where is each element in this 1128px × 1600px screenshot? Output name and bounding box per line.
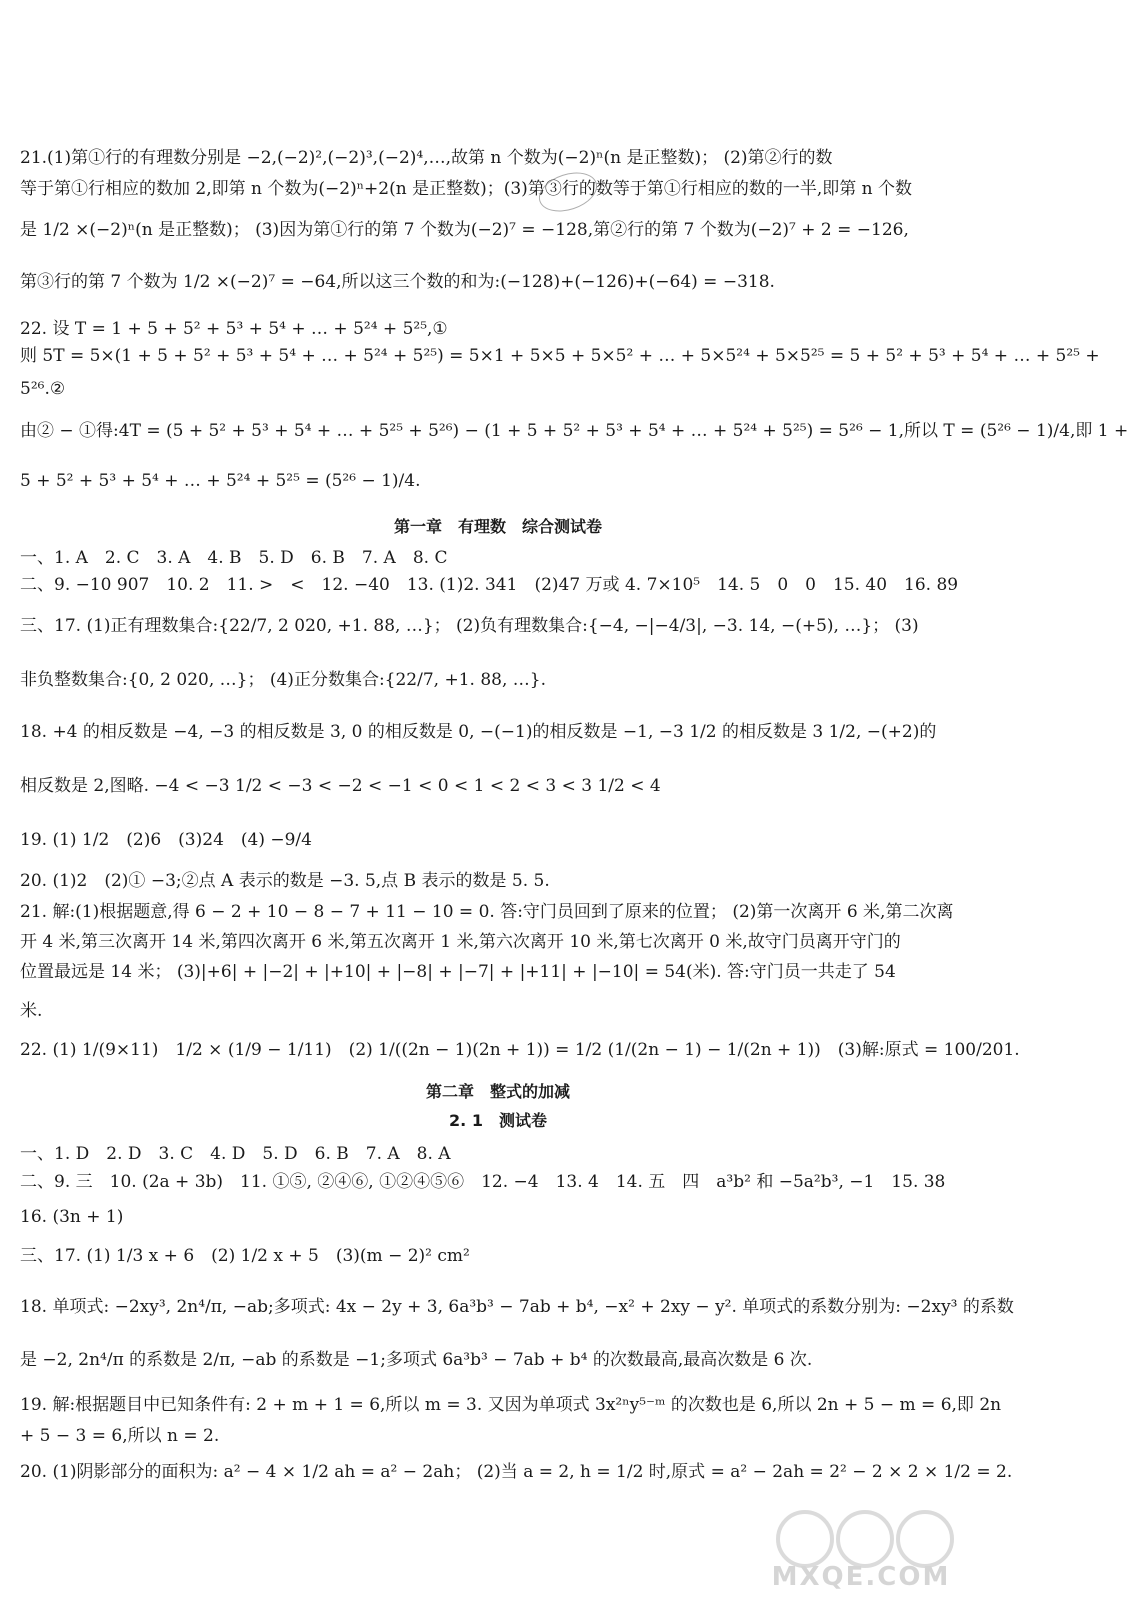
text-line: 位置最远是 14 米； (3)|+6| + |−2| + |+10| + |−8| + |−7| + |+11| + |−10| = 54(米). 答:守门员一共走了 54 bbox=[20, 962, 896, 982]
text-line: 16. (3n + 1) bbox=[20, 1207, 124, 1227]
text-line: 由② − ①得:4T = (5 + 5² + 5³ + 5⁴ + … + 5²⁵ + 5²⁶) − (1 + 5 + 5² + 5³ + 5⁴ + … + 5²⁴ + 5²⁵) = 5²⁶ − 1,所以 T = (5²⁶ − 1)/4,即 1 + bbox=[20, 421, 1128, 441]
text-line: 二、9. −10 907 10. 2 11. > < 12. −40 13. (1)2. 341 (2)47 万或 4. 7×10⁵ 14. 5 0 0 15. 40 16. 89 bbox=[20, 575, 959, 595]
text-line: 等于第①行相应的数加 2,即第 n 个数为(−2)ⁿ+2(n 是正整数)；(3)第③行的数等于第①行相应的数的一半,即第 n 个数 bbox=[20, 179, 912, 199]
watermark-ring-icon bbox=[896, 1510, 954, 1568]
text-line: + 5 − 3 = 6,所以 n = 2. bbox=[20, 1426, 220, 1446]
section-heading: 2. 1 测试卷 bbox=[449, 1111, 547, 1130]
text-line: 二、9. 三 10. (2a + 3b) 11. ①⑤, ②④⑥, ①②④⑤⑥ 12. −4 13. 4 14. 五 四 a³b² 和 −5a²b³, −1 15. 38 bbox=[20, 1172, 946, 1192]
text-line: 一、1. D 2. D 3. C 4. D 5. D 6. B 7. A 8. A bbox=[20, 1144, 451, 1164]
text-line: 则 5T = 5×(1 + 5 + 5² + 5³ + 5⁴ + … + 5²⁴ + 5²⁵) = 5×1 + 5×5 + 5×5² + … + 5×5²⁴ + 5×5²⁵ = 5 + 5² + 5³ + 5⁴ + … + 5²⁵ + bbox=[20, 346, 1100, 366]
text-line: 三、17. (1) 1/3 x + 6 (2) 1/2 x + 5 (3)(m − 2)² cm² bbox=[20, 1246, 470, 1266]
text-line: 19. (1) 1/2 (2)6 (3)24 (4) −9/4 bbox=[20, 830, 312, 850]
text-line: 21.(1)第①行的有理数分别是 −2,(−2)²,(−2)³,(−2)⁴,…,故第 n 个数为(−2)ⁿ(n 是正整数)； (2)第②行的数 bbox=[20, 148, 833, 168]
text-line: 5 + 5² + 5³ + 5⁴ + … + 5²⁴ + 5²⁵ = (5²⁶ − 1)/4. bbox=[20, 471, 421, 491]
text-line: 非负整数集合:{0, 2 020, …}； (4)正分数集合:{22/7, +1. 88, …}. bbox=[20, 670, 546, 690]
watermark-text: MXQE.COM bbox=[771, 1562, 951, 1592]
chapter-one-heading: 第一章 有理数 综合测试卷 bbox=[393, 517, 602, 536]
text-line: 开 4 米,第三次离开 14 米,第四次离开 6 米,第五次离开 1 米,第六次离开 10 米,第七次离开 0 米,故守门员离开守门的 bbox=[20, 932, 901, 952]
text-line: 一、1. A 2. C 3. A 4. B 5. D 6. B 7. A 8. C bbox=[20, 548, 448, 568]
text-line: 22. (1) 1/(9×11) 1/2 × (1/9 − 1/11) (2) 1/((2n − 1)(2n + 1)) = 1/2 (1/(2n − 1) − 1/(2n + 1)) (3)解:原式 = 100/201. bbox=[20, 1040, 1020, 1060]
text-line: 是 −2, 2n⁴/π 的系数是 2/π, −ab 的系数是 −1;多项式 6a³b³ − 7ab + b⁴ 的次数最高,最高次数是 6 次. bbox=[20, 1350, 813, 1370]
text-line: 22. 设 T = 1 + 5 + 5² + 5³ + 5⁴ + … + 5²⁴ + 5²⁵,① bbox=[20, 319, 448, 339]
text-line: 20. (1)阴影部分的面积为: a² − 4 × 1/2 ah = a² − 2ah； (2)当 a = 2, h = 1/2 时,原式 = a² − 2ah = 2² − 2 × 2 × 1/2 = 2. bbox=[20, 1462, 1013, 1482]
watermark-logo bbox=[766, 1500, 956, 1590]
watermark-ring-icon bbox=[776, 1510, 834, 1568]
text-line: 18. +4 的相反数是 −4, −3 的相反数是 3, 0 的相反数是 0, −(−1)的相反数是 −1, −3 1/2 的相反数是 3 1/2, −(+2)的 bbox=[20, 722, 937, 742]
text-line: 相反数是 2,图略. −4 < −3 1/2 < −3 < −2 < −1 < 0 < 1 < 2 < 3 < 3 1/2 < 4 bbox=[20, 776, 661, 796]
watermark-ring-icon bbox=[836, 1510, 894, 1568]
text-line: 第③行的第 7 个数为 1/2 ×(−2)⁷ = −64,所以这三个数的和为:(−128)+(−126)+(−64) = −318. bbox=[20, 272, 775, 292]
text-line: 20. (1)2 (2)① −3;②点 A 表示的数是 −3. 5,点 B 表示的数是 5. 5. bbox=[20, 871, 550, 891]
text-line: 19. 解:根据题目中已知条件有: 2 + m + 1 = 6,所以 m = 3. 又因为单项式 3x²ⁿy⁵⁻ᵐ 的次数也是 6,所以 2n + 5 − m = 6,即 2n bbox=[20, 1395, 1002, 1415]
text-line: 5²⁶.② bbox=[20, 379, 66, 399]
chapter-two-heading: 第二章 整式的加减 bbox=[425, 1082, 570, 1101]
text-line: 18. 单项式: −2xy³, 2n⁴/π, −ab;多项式: 4x − 2y + 3, 6a³b³ − 7ab + b⁴, −x² + 2xy − y². 单项式的系数分别为: −2xy³ 的系数 bbox=[20, 1297, 1014, 1317]
text-line: 是 1/2 ×(−2)ⁿ(n 是正整数)； (3)因为第①行的第 7 个数为(−2)⁷ = −128,第②行的第 7 个数为(−2)⁷ + 2 = −126, bbox=[20, 220, 909, 240]
stamp-seal bbox=[534, 166, 602, 219]
text-line: 三、17. (1)正有理数集合:{22/7, 2 020, +1. 88, …}； (2)负有理数集合:{−4, −|−4/3|, −3. 14, −(+5), …}； (3) bbox=[20, 616, 919, 636]
text-line: 21. 解:(1)根据题意,得 6 − 2 + 10 − 8 − 7 + 11 − 10 = 0. 答:守门员回到了原来的位置； (2)第一次离开 6 米,第二次离 bbox=[20, 902, 954, 922]
text-line: 米. bbox=[20, 1001, 43, 1021]
